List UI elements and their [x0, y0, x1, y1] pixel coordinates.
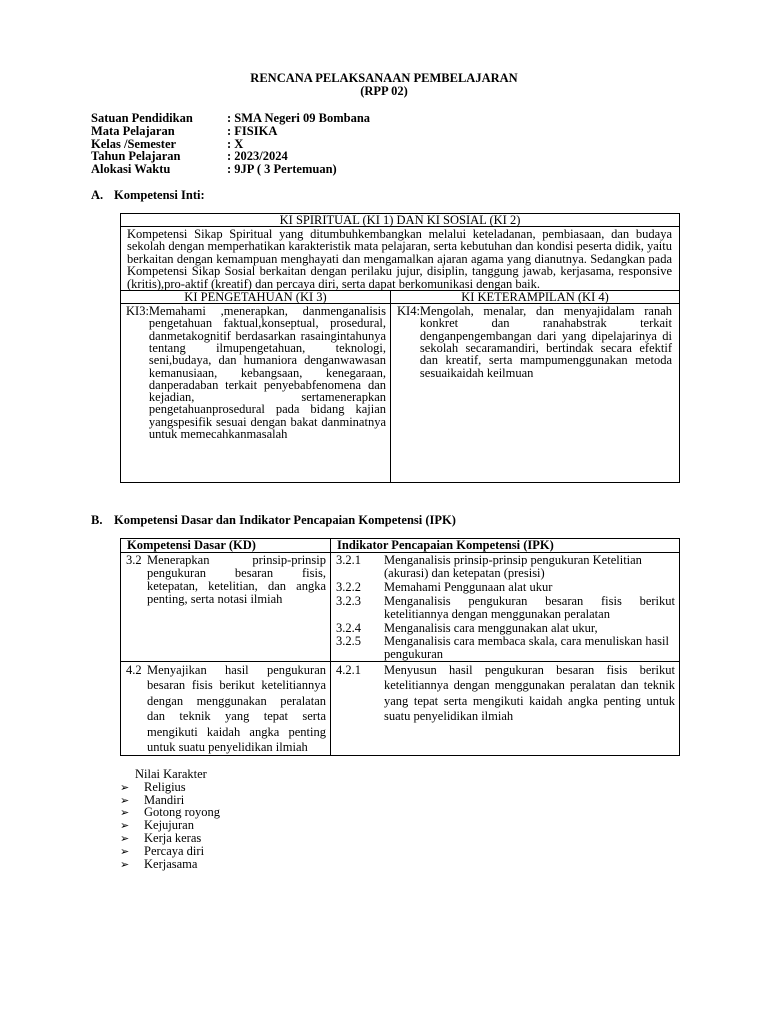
ki4-prefix: KI4: — [397, 304, 420, 319]
ipk-number: 3.2.1 — [336, 553, 361, 567]
identity-label: Tahun Pelajaran — [91, 149, 181, 164]
arrowhead-bullet-icon: ➢ — [120, 780, 130, 794]
list-item-label: Religius — [144, 779, 186, 794]
ipk-text: Menganalisis prinsip-prinsip pengukuran Ketelitian (akurasi) dan ketepatan (presisi) — [384, 553, 642, 580]
section-a-heading — [91, 189, 205, 202]
ipk-number: 3.2.5 — [336, 634, 361, 648]
ipk-text: Menganalisis cara menggunakan alat ukur, — [384, 621, 598, 635]
arrowhead-bullet-icon: ➢ — [120, 831, 130, 845]
identity-value: : X — [227, 136, 244, 151]
ki4-cell — [391, 304, 680, 483]
ki-spiritual-sosial-text: Kompetensi Sikap Spiritual yang ditumbuhkembangkan melalui keteladanan, pembiasaan, dan budaya sekolah dengan memperhatikan karakteristik mata pelajaran, serta kebutuhan dan kondisi peserta didik, yaitu berkaitan dengan kemampuan menghayati dan mengamalkan ajaran agama yang dianutnya. Sedangkan pada Kompetensi Sikap Sosial berkaitan dengan perilaku jujur, disiplin, tanggung jawab, kerjasama, responsive (kritis),pro-aktif (kreatif) dan percaya diri, serta dapat berkomunikasi dengan baik. — [121, 227, 680, 291]
ipk-cell — [331, 553, 680, 662]
identity-row — [91, 163, 370, 176]
ipk-number: 3.2.2 — [336, 580, 361, 594]
ki-keterampilan-header: KI KETERAMPILAN (KI 4) — [391, 291, 680, 304]
list-item-label: Gotong royong — [144, 805, 221, 820]
table-row — [121, 662, 680, 756]
kd-ipk-table — [120, 538, 680, 756]
section-letter: A. — [91, 188, 104, 202]
kd-text: Menerapkan prinsip-prinsip pengukuran besaran fisis, ketepatan, ketelitian, dan angka penting, serta notasi ilmiah — [147, 553, 326, 606]
list-item — [120, 858, 220, 871]
ipk-number: 3.2.4 — [336, 621, 361, 635]
identity-value: : SMA Negeri 09 Bombana — [227, 111, 371, 125]
list-item-label: Percaya diri — [144, 843, 205, 858]
list-item-label: Mandiri — [144, 792, 185, 807]
identity-block — [91, 112, 370, 176]
section-letter: B. — [91, 513, 103, 527]
list-item-label: Kejujuran — [144, 818, 194, 833]
identity-value: : 2023/2024 — [227, 149, 288, 164]
arrowhead-bullet-icon: ➢ — [120, 793, 130, 807]
ipk-cell — [331, 662, 680, 756]
ki-pengetahuan-header: KI PENGETAHUAN (KI 3) — [121, 291, 391, 304]
ki3-prefix: KI3: — [126, 304, 149, 319]
arrowhead-bullet-icon: ➢ — [120, 806, 130, 820]
kd-number: 3.2 — [126, 553, 142, 567]
ki3-item — [126, 305, 386, 440]
kd-header: Kompetensi Dasar (KD) — [121, 539, 331, 553]
ki3-text: Memahami ,menerapkan, danmenganalisis pengetahuan faktual,konseptual, prosedural, danmetakognitif berdasarkan rasaingintahunya tentang ilmupengetahuan, teknologi, seni,budaya, dan humaniora denganwawasan kemanusiaan, kebangsaan, kenegaraan, danperadaban terkait penyebabfenomena dan kejadian, sertamenerapkan pengetahuanprosedural pada bidang kajian yangspesifik sesuai dengan bakat danminatnya untuk memecahkanmasalah — [148, 304, 386, 441]
nilai-karakter-heading: Nilai Karakter — [135, 767, 207, 781]
list-item-label: Kerjasama — [144, 856, 198, 871]
kd-cell — [121, 662, 331, 756]
ipk-item — [331, 595, 679, 621]
ipk-item — [331, 554, 679, 580]
identity-label: Kelas /Semester — [91, 136, 177, 151]
nilai-karakter-list — [120, 768, 220, 870]
arrowhead-bullet-icon: ➢ — [120, 857, 130, 871]
section-b-heading — [91, 514, 456, 527]
ipk-text: Menganalisis cara membaca skala, cara menuliskan hasil pengukuran — [384, 634, 669, 661]
kd-number: 4.2 — [126, 663, 142, 677]
identity-label: Alokasi Waktu — [91, 162, 171, 177]
ipk-text: Menganalisis pengukuran besaran fisis berikut ketelitiannya dengan menggunakan peralatan — [384, 594, 675, 621]
document-title: RENCANA PELAKSANAAN PEMBELAJARAN — [250, 71, 518, 85]
kd-cell — [121, 553, 331, 662]
ipk-text: Memahami Penggunaan alat ukur — [384, 580, 553, 594]
identity-value: : FISIKA — [227, 123, 278, 138]
kd-item — [121, 553, 330, 606]
arrowhead-bullet-icon: ➢ — [120, 844, 130, 858]
kd-item — [121, 662, 330, 755]
ki4-item — [397, 305, 672, 379]
identity-label: Satuan Pendidikan — [91, 111, 193, 125]
ipk-item — [331, 635, 679, 661]
ipk-item — [331, 581, 679, 594]
ipk-header: Indikator Pencapaian Kompetensi (IPK) — [331, 539, 680, 553]
identity-value: : 9JP ( 3 Pertemuan) — [227, 162, 337, 177]
section-title: Kompetensi Dasar dan Indikator Pencapaian Kompetensi (IPK) — [114, 513, 456, 527]
identity-label: Mata Pelajaran — [91, 123, 175, 138]
section-title: Kompetensi Inti: — [114, 188, 205, 202]
kompetensi-inti-table — [120, 213, 680, 483]
ki3-cell — [121, 304, 391, 483]
arrowhead-bullet-icon: ➢ — [120, 819, 130, 833]
table-row — [121, 553, 680, 662]
ipk-number: 4.2.1 — [336, 663, 361, 677]
ipk-text: Menyusun hasil pengukuran besaran fisis berikut ketelitiannya dengan menggunakan peralatan dan teknik yang tepat serta mengikuti kaidah angka penting untuk suatu penyelidikan ilmiah — [384, 663, 675, 724]
ki4-text: Mengolah, menalar, dan menyajidalam ranah konkret dan ranahabstrak terkait denganpengembangan dari yang dipelajarinya di sekolah secaramandiri, bertindak secara efektif dan kreatif, serta mampumenggunakan metoda sesuaikaidah keilmuan — [419, 304, 672, 380]
ki-spiritual-sosial-header: KI SPIRITUAL (KI 1) DAN KI SOSIAL (KI 2) — [121, 214, 680, 227]
document-subtitle: (RPP 02) — [360, 84, 408, 98]
ipk-item — [331, 663, 679, 725]
kd-text: Menyajikan hasil pengukuran besaran fisis berikut ketelitiannya dengan menggunakan peralatan dan teknik yang tepat serta mengikuti kaidah angka penting untuk suatu penyelidikan ilmiah — [147, 663, 326, 755]
list-item-label: Kerja keras — [144, 830, 202, 845]
ipk-number: 3.2.3 — [336, 594, 361, 608]
